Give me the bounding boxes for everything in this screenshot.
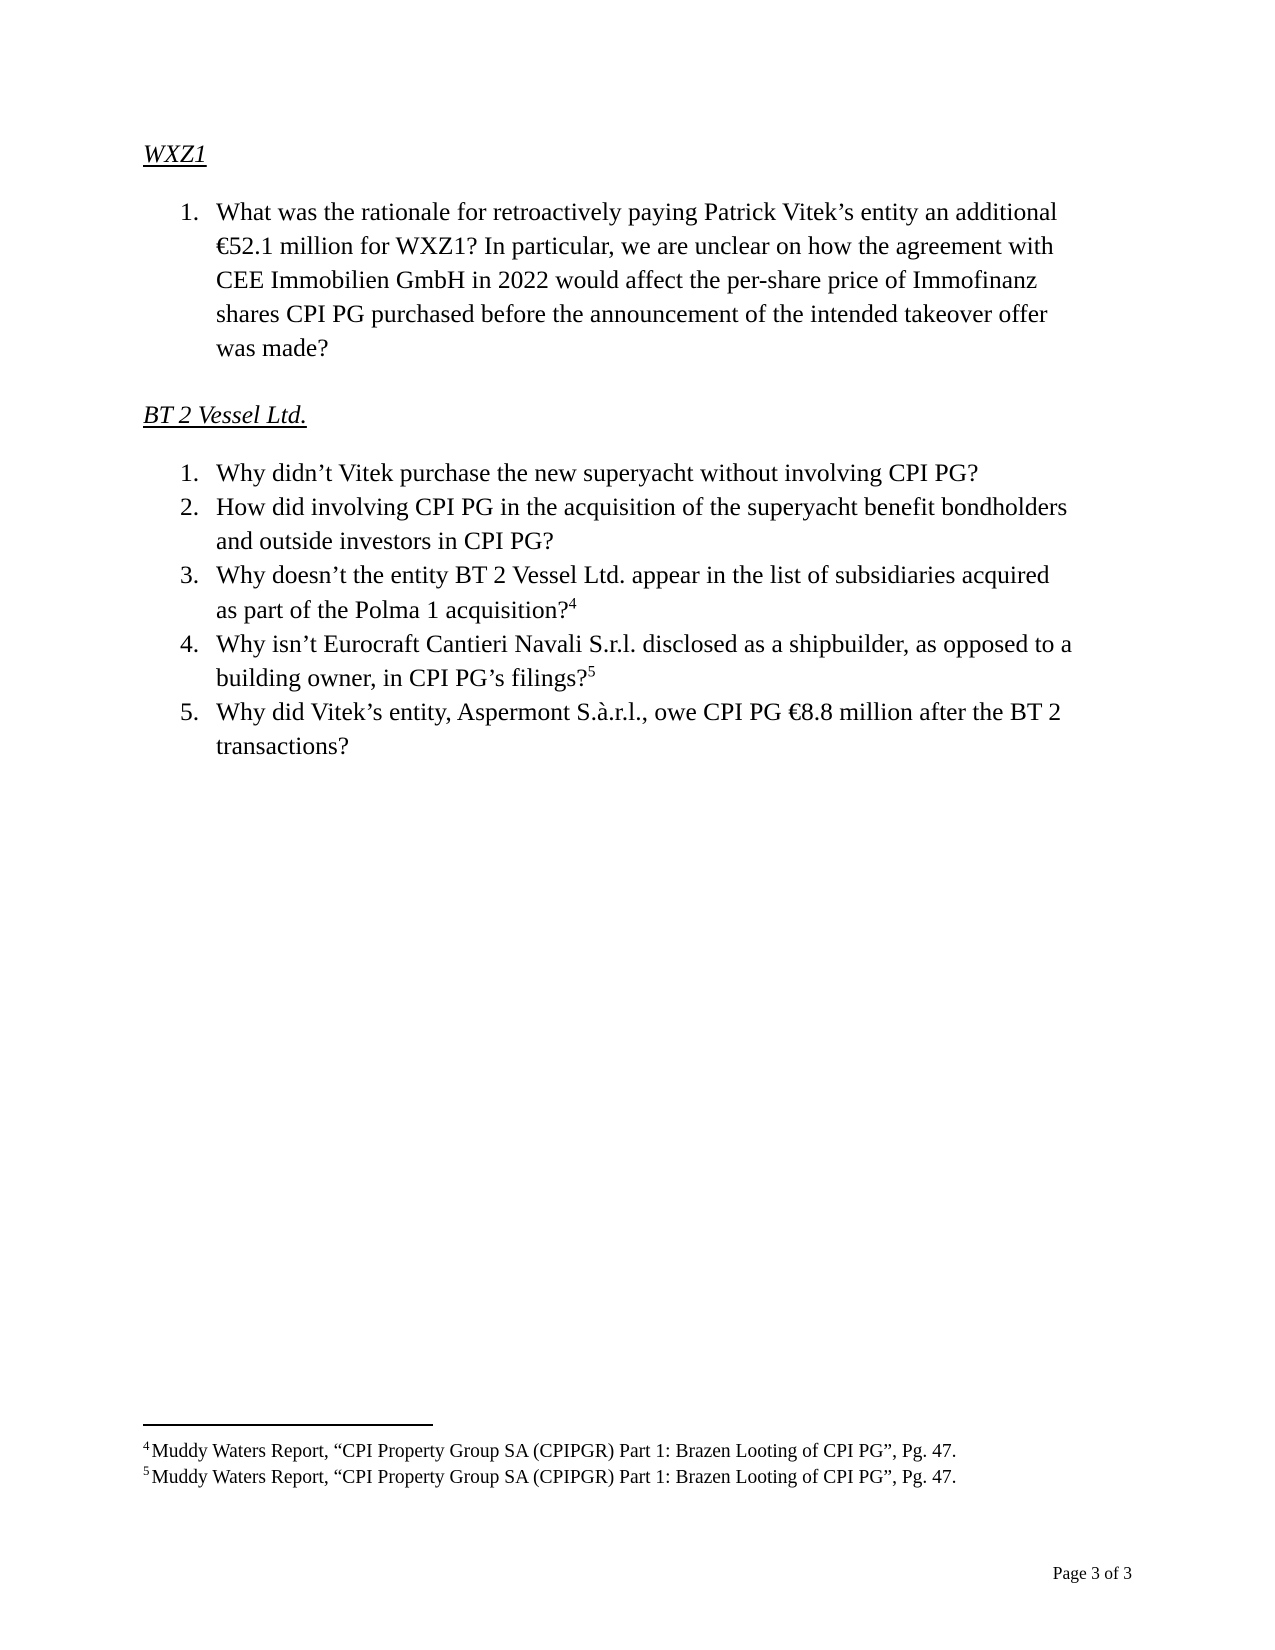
list-item-text: Why did Vitek’s entity, Aspermont S.à.r.l., owe CPI PG €8.8 million after the BT 2 transactions? bbox=[216, 696, 1062, 760]
list-item-number: 1. bbox=[180, 197, 200, 227]
footnote-separator-rule bbox=[143, 1424, 433, 1426]
footnote-text: Muddy Waters Report, “CPI Property Group SA (CPIPGR) Part 1: Brazen Looting of CPI PG”, Pg. 47. bbox=[151, 1441, 957, 1462]
list-item-number: 4. bbox=[180, 628, 200, 658]
list-item bbox=[143, 558, 1073, 626]
footnote-5 bbox=[143, 1465, 1093, 1491]
list-item-text: Why doesn’t the entity BT 2 Vessel Ltd. appear in the list of subsidiaries acquired as part of the Polma 1 acquisition? bbox=[216, 560, 1050, 624]
list-item-text: What was the rationale for retroactively paying Patrick Vitek’s entity an additional €52.1 million for WXZ1? In particular, we are unclear on how the agreement with CEE Immobilien GmbH in 2022 would affect the per-share price of Immofinanz shares CPI PG purchased before the announcement of the intended takeover offer was made? bbox=[216, 197, 1058, 363]
list-item bbox=[143, 695, 1073, 763]
list-item-number: 3. bbox=[180, 560, 200, 590]
list-item bbox=[143, 195, 1073, 365]
list-item-number: 1. bbox=[180, 458, 200, 488]
section-heading-bt2-vessel: BT 2 Vessel Ltd. bbox=[143, 400, 307, 430]
list-item-text: How did involving CPI PG in the acquisition of the superyacht benefit bondholders and outside investors in CPI PG? bbox=[216, 492, 1068, 556]
list-item bbox=[143, 456, 1073, 490]
list-item-number: 2. bbox=[180, 492, 200, 522]
question-list-wxz1 bbox=[143, 195, 1073, 365]
footnote-reference-5[interactable]: 5 bbox=[587, 663, 596, 681]
list-item bbox=[143, 627, 1073, 695]
section-bt2-vessel bbox=[143, 399, 1073, 430]
list-item-text: Why didn’t Vitek purchase the new superyacht without involving CPI PG? bbox=[216, 458, 979, 488]
footnote-marker: 4 bbox=[143, 1438, 150, 1453]
spacer bbox=[143, 365, 1073, 399]
footnote-marker: 5 bbox=[143, 1464, 150, 1479]
document-body bbox=[143, 138, 1073, 763]
spacer bbox=[143, 430, 1073, 456]
footnote-area bbox=[143, 1424, 1093, 1490]
spacer bbox=[143, 169, 1073, 195]
footnote-reference-4[interactable]: 4 bbox=[568, 595, 577, 612]
page-number-footer: Page 3 of 3 bbox=[1052, 1563, 1132, 1583]
question-list-bt2-vessel bbox=[143, 456, 1073, 762]
list-item bbox=[143, 490, 1073, 558]
section-wxz1 bbox=[143, 138, 1073, 169]
footnote-4 bbox=[143, 1439, 1093, 1465]
list-item-text: Why isn’t Eurocraft Cantieri Navali S.r.l. disclosed as a shipbuilder, as opposed to a building owner, in CPI PG’s filings? bbox=[216, 628, 1073, 692]
list-item-number: 5. bbox=[180, 696, 200, 726]
footnote-text: Muddy Waters Report, “CPI Property Group SA (CPIPGR) Part 1: Brazen Looting of CPI PG”, Pg. 47. bbox=[151, 1466, 957, 1488]
section-heading-wxz1: WXZ1 bbox=[143, 139, 207, 168]
